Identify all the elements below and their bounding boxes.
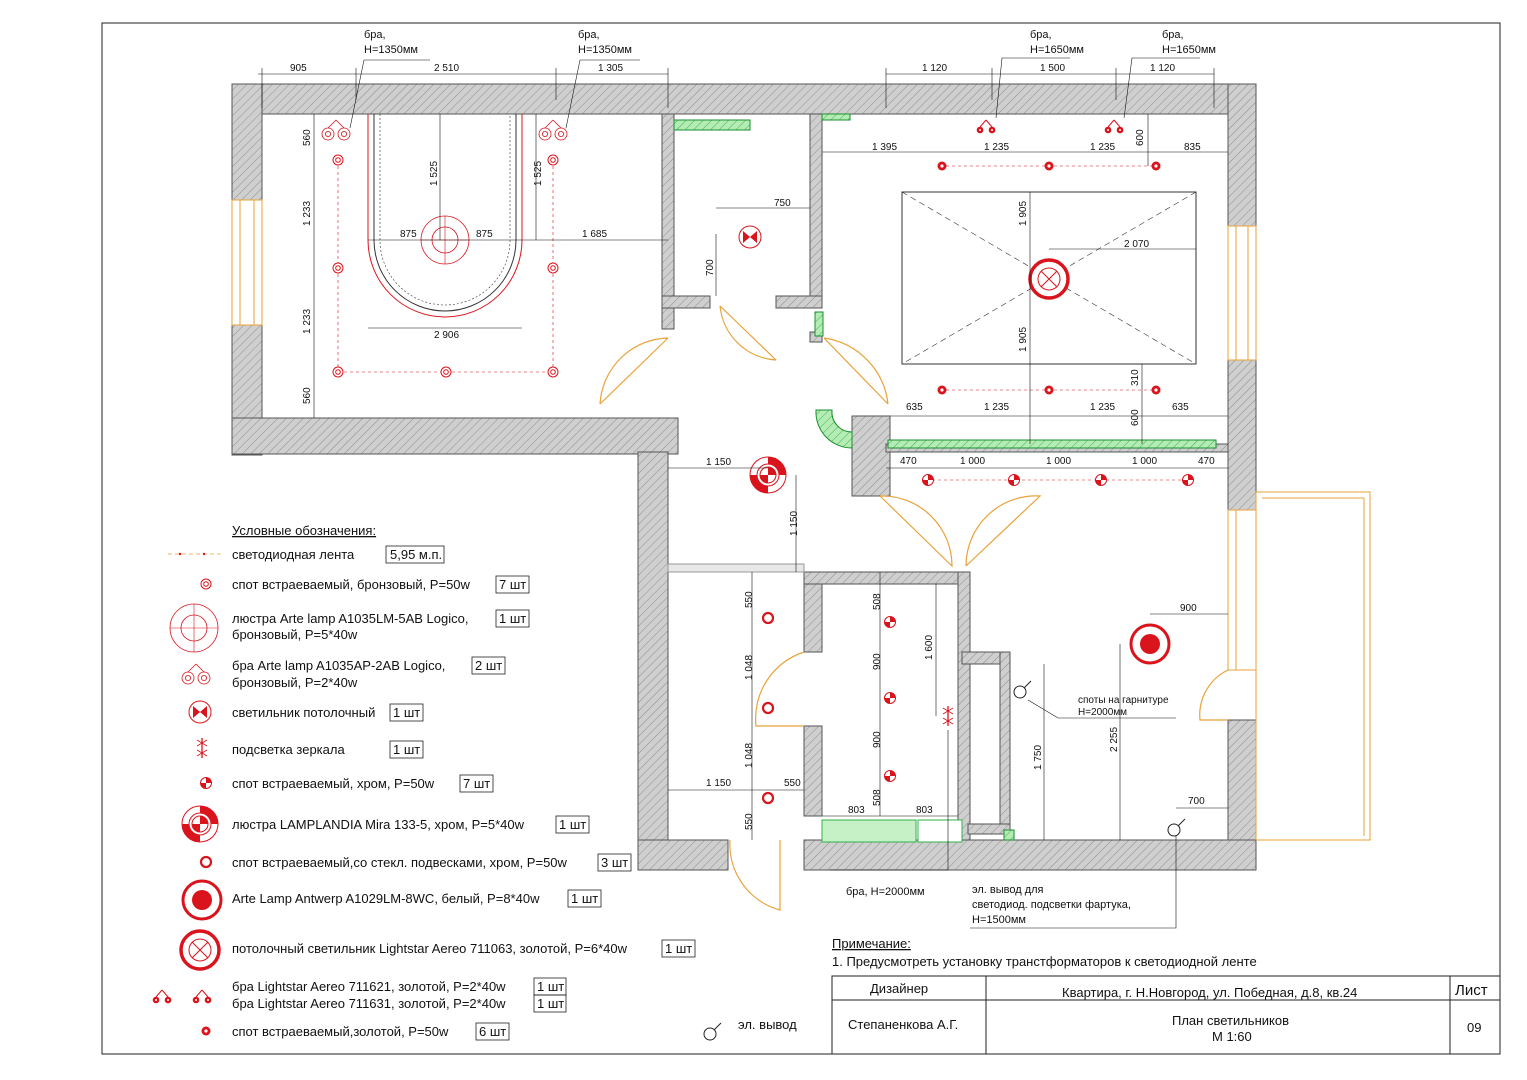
legend-aereo-ceiling-icon (181, 931, 219, 969)
legend-ceiling-lamp: светильник потолочный (232, 705, 376, 720)
spots-callout: споты на гарнитуре (1078, 695, 1169, 706)
dim-1235b: 1 235 (1090, 142, 1116, 153)
legend-logico-bra-icon (182, 664, 210, 684)
legend-chrome-spot-qty: 7 шт (463, 776, 491, 791)
dim-1500: 1 500 (1040, 63, 1066, 74)
bath-bra-callout: бра, Н=2000мм (846, 886, 925, 898)
dim-508b: 508 (872, 789, 883, 806)
dim-1233a: 1 233 (302, 200, 313, 226)
dim-1525b: 1 525 (533, 160, 544, 186)
legend-gold-spot: спот встраеваемый,золотой, Р=50w (232, 1024, 449, 1039)
legend-antwerp-qty: 1 шт (571, 891, 599, 906)
dim-635a: 635 (906, 402, 923, 413)
note (832, 936, 1257, 969)
legend-logico-bra-qty: 2 шт (475, 658, 503, 673)
dim-700k: 700 (1188, 796, 1205, 807)
dim-900b: 900 (872, 731, 883, 748)
legend (153, 523, 797, 1040)
dim-1000c: 1 000 (1132, 456, 1158, 467)
dim-1000b: 1 000 (1046, 456, 1072, 467)
dim-803a: 803 (848, 805, 865, 816)
legend-aereo-bra-1-qty: 1 шт (537, 979, 565, 994)
dim-1235d: 1 235 (1090, 402, 1116, 413)
dim-635b: 635 (1172, 402, 1189, 413)
legend-gold-spot-icon (202, 1027, 211, 1036)
legend-bronze-spot: спот встраеваемый, бронзовый, Р=50w (232, 577, 470, 592)
legend-mira-chandelier-icon (182, 806, 218, 842)
dim-835: 835 (1184, 142, 1201, 153)
dim-1000a: 1 000 (960, 456, 986, 467)
legend-bronze-spot-qty: 7 шт (499, 577, 527, 592)
legend-bronze-spot-icon (201, 579, 211, 589)
bra-callout-1-height: Н=1350мм (364, 44, 418, 56)
dim-1048b: 1 048 (744, 742, 755, 768)
legend-outlet: эл. вывод (738, 1017, 797, 1032)
dim-1525a: 1 525 (429, 160, 440, 186)
legend-aereo-bra-2-qty: 1 шт (537, 996, 565, 1011)
designer-name: Степаненкова А.Г. (848, 1017, 959, 1032)
dim-2070: 2 070 (1124, 239, 1150, 250)
designer-label: Дизайнер (870, 981, 929, 996)
sheet-title: План светильников (1172, 1013, 1289, 1028)
outlet-callout-3: Н=1500мм (972, 914, 1026, 926)
dim-508a: 508 (872, 593, 883, 610)
legend-mira-chandelier: люстра LAMPLANDIA Mira 133-5, хром, Р=5*40w (232, 817, 524, 832)
bra-callout-3: бра, (1030, 29, 1052, 41)
legend-logico-chandelier: люстра Arte lamp A1035LM-5AB Logico, (232, 611, 469, 626)
bra-callout-3-height: Н=1650мм (1030, 44, 1084, 56)
dim-750: 750 (774, 198, 791, 209)
legend-antwerp: Arte Lamp Antwerp A1029LM-8WC, белый, Р=8*40w (232, 891, 540, 906)
legend-outlet-icon (704, 1023, 721, 1040)
note-line-1: 1. Предусмотреть установку транстформаторов к светодиодной ленте (832, 954, 1257, 969)
dim-550a: 550 (744, 591, 755, 608)
bra-callout-1: бра, (364, 29, 386, 41)
callout-labels (364, 29, 1216, 926)
bra-callout-2: бра, (578, 29, 600, 41)
dim-1233b: 1 233 (302, 308, 313, 334)
legend-aereo-bra-2: бра Lightstar Aereo 711631, золотой, Р=2*40w (232, 996, 506, 1011)
dim-900a: 900 (872, 653, 883, 670)
outlet-callout-2: светодиод. подсветки фартука, (972, 899, 1131, 911)
dim-1305: 1 305 (598, 63, 624, 74)
bra-callout-2-height: Н=1350мм (578, 44, 632, 56)
legend-title: Условные обозначения: (232, 523, 377, 538)
dim-560b: 560 (302, 387, 313, 404)
dim-875b: 875 (476, 229, 493, 240)
legend-mira-chandelier-qty: 1 шт (559, 817, 587, 832)
dim-1150b: 1 150 (789, 510, 800, 536)
dim-1120b: 1 120 (1150, 63, 1176, 74)
dim-1395: 1 395 (872, 142, 898, 153)
legend-aereo-ceiling-qty: 1 шт (665, 941, 693, 956)
legend-aereo-bra-1: бра Lightstar Aereo 711621, золотой, Р=2*40w (232, 979, 506, 994)
legend-aereo-ceiling: потолочный светильник Lightstar Aereo 711063, золотой, Р=6*40w (232, 941, 628, 956)
outlet-callout-1: эл. вывод для (972, 884, 1044, 896)
dim-1905b: 1 905 (1018, 326, 1029, 352)
legend-mirror-light-icon (197, 738, 207, 758)
dim-550b: 550 (744, 813, 755, 830)
legend-logico-chandelier-qty: 1 шт (499, 611, 527, 626)
legend-led-strip-qty: 5,95 м.п. (390, 547, 443, 562)
dim-1750: 1 750 (1033, 744, 1044, 770)
legend-logico-bra-line2: бронзовый, Р=2*40w (232, 675, 358, 690)
legend-logico-bra: бра Arte lamp A1035AP-2AB Logico, (232, 658, 446, 673)
dim-1235a: 1 235 (984, 142, 1010, 153)
dim-1048a: 1 048 (744, 654, 755, 680)
dim-560a: 560 (302, 129, 313, 146)
legend-mirror-light: подсветка зеркала (232, 742, 345, 757)
dim-1235c: 1 235 (984, 402, 1010, 413)
sheet-label: Лист (1455, 982, 1488, 999)
dim-1120a: 1 120 (922, 63, 948, 74)
dim-1905a: 1 905 (1018, 200, 1029, 226)
legend-aereo-bra-2-icon (193, 990, 212, 1003)
legend-ceiling-lamp-qty: 1 шт (393, 705, 421, 720)
dim-1685: 1 685 (582, 229, 608, 240)
legend-led-strip: светодиодная лента (232, 547, 355, 562)
dim-470b: 470 (1198, 456, 1215, 467)
dim-1150a: 1 150 (706, 457, 732, 468)
dim-700: 700 (705, 259, 716, 276)
bra-callout-4-height: Н=1650мм (1162, 44, 1216, 56)
dim-900k: 900 (1180, 603, 1197, 614)
dim-600a: 600 (1135, 129, 1146, 146)
legend-gold-spot-qty: 6 шт (479, 1024, 507, 1039)
legend-logico-chandelier-line2: бронзовый, Р=5*40w (232, 627, 358, 642)
legend-glass-spot-qty: 3 шт (601, 855, 629, 870)
legend-chrome-spot-icon (201, 778, 212, 789)
legend-antwerp-icon (183, 881, 221, 919)
legend-logico-chandelier-icon (170, 604, 218, 652)
legend-led-strip-symbol (168, 553, 222, 555)
sheet-number: 09 (1467, 1020, 1482, 1035)
doors (600, 306, 1228, 910)
dim-600b: 600 (1130, 409, 1141, 426)
dim-470a: 470 (900, 456, 917, 467)
dim-550c: 550 (784, 778, 801, 789)
dim-1600: 1 600 (924, 634, 935, 660)
dim-2510: 2 510 (434, 63, 460, 74)
spots-callout-height: Н=2000мм (1078, 707, 1128, 718)
dim-803b: 803 (916, 805, 933, 816)
dim-1150c: 1 150 (706, 778, 732, 789)
legend-glass-spot-icon (201, 857, 211, 867)
dim-875a: 875 (400, 229, 417, 240)
legend-aereo-bra-1-icon (153, 990, 172, 1003)
legend-glass-spot: спот встраеваемый,со стекл. подвесками, хром, Р=50w (232, 855, 567, 870)
legend-ceiling-lamp-icon (189, 701, 211, 723)
bra-callout-4: бра, (1162, 29, 1184, 41)
legend-chrome-spot: спот встраеваемый, хром, Р=50w (232, 776, 435, 791)
dim-2906: 2 906 (434, 330, 460, 341)
sheet-scale: М 1:60 (1212, 1029, 1252, 1044)
project-address: Квартира, г. Н.Новгород, ул. Победная, д.8, кв.24 (1062, 985, 1358, 1000)
note-title: Примечание: (832, 936, 911, 951)
legend-mirror-light-qty: 1 шт (393, 742, 421, 757)
dim-2255: 2 255 (1109, 726, 1120, 752)
dim-310: 310 (1130, 369, 1141, 386)
dim-905: 905 (290, 63, 307, 74)
